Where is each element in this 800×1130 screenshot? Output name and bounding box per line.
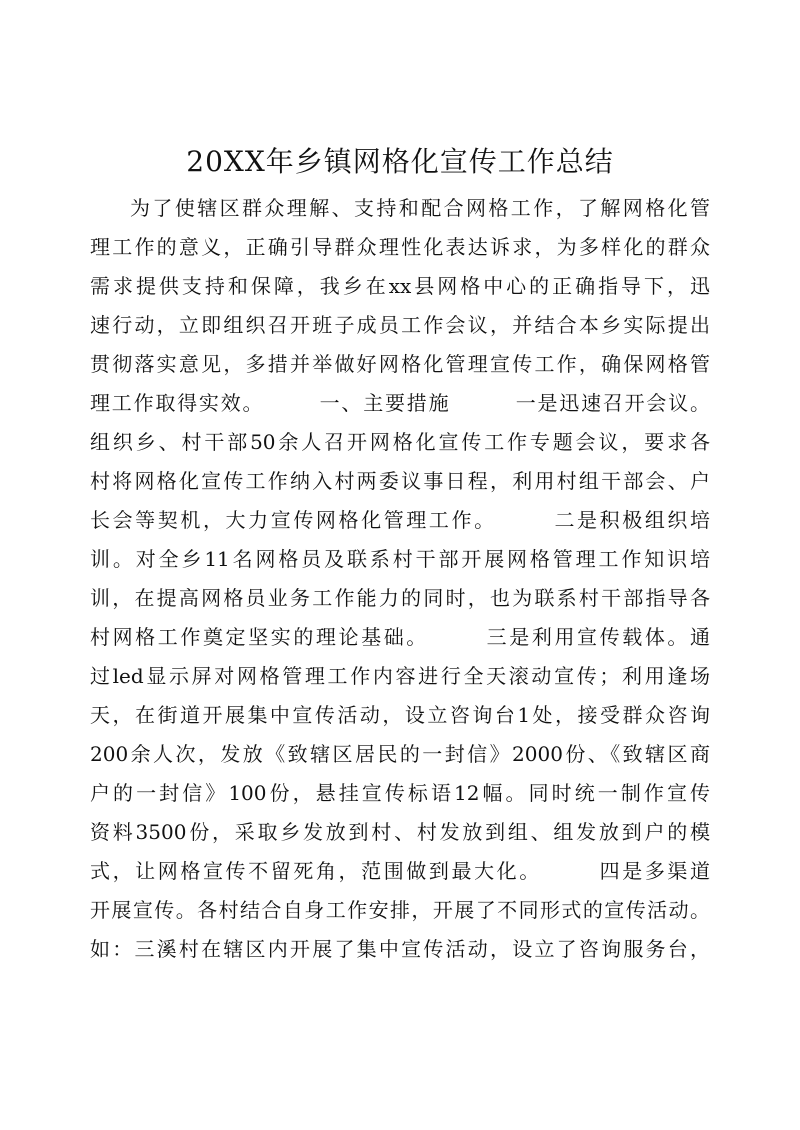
body-line: 组织乡、村干部50余人召开网格化宣传工作专题会议，要求各 [90,430,710,454]
body-line: 村将网格化宣传工作纳入村两委议事日程，利用村组干部会、户 [90,469,710,493]
body-line: 理工作的意义，正确引导群众理性化表达诉求，为多样化的群众 [90,235,710,259]
body-line: 贯彻落实意见，多措并举做好网格化管理宣传工作，确保网格管 [90,352,710,376]
body-line: 200余人次，发放《致辖区居民的一封信》2000份、《致辖区商 [90,742,710,766]
body-line: 开展宣传。各村结合自身工作安排，开展了不同形式的宣传活动。 [90,898,710,922]
body-line: 训，在提高网格员业务工作能力的同时，也为联系村干部指导各 [90,586,710,610]
body-line: 村网格工作奠定坚实的理论基础。 三是利用宣传载体。通 [90,625,710,649]
body-line: 过led显示屏对网格管理工作内容进行全天滚动宣传；利用逢场 [90,664,710,688]
document-title: 20XX年乡镇网格化宣传工作总结 [186,145,614,178]
body-line: 资料3500份，采取乡发放到村、村发放到组、组发放到户的模 [90,820,710,844]
body-line: 为了使辖区群众理解、支持和配合网格工作，了解网格化管 [130,196,710,220]
body-line: 天，在街道开展集中宣传活动，设立咨询台1处，接受群众咨询 [90,703,710,727]
body-line: 如：三溪村在辖区内开展了集中宣传活动，设立了咨询服务台， [90,937,710,961]
body-line: 需求提供支持和保障，我乡在xx县网格中心的正确指导下，迅 [90,274,710,298]
body-line: 训。对全乡11名网格员及联系村干部开展网格管理工作知识培 [90,547,710,571]
body-line: 长会等契机，大力宣传网格化管理工作。 二是积极组织培 [90,508,710,532]
document-body [90,189,710,969]
body-line: 速行动，立即组织召开班子成员工作会议，并结合本乡实际提出 [90,313,710,337]
body-line: 式，让网格宣传不留死角，范围做到最大化。 四是多渠道 [90,859,710,883]
body-line: 户的一封信》100份，悬挂宣传标语12幅。同时统一制作宣传 [90,781,710,805]
body-line: 理工作取得实效。 一、主要措施 一是迅速召开会议。 [90,391,710,415]
